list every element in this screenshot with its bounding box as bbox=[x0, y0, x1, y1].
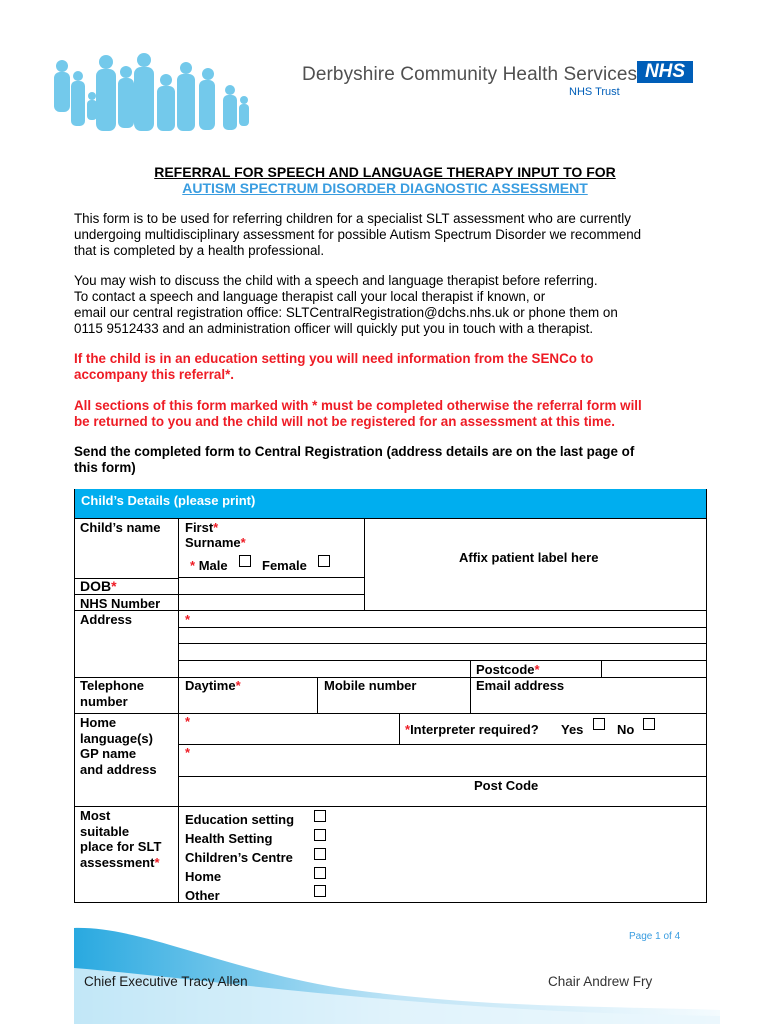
dob-text: DOB bbox=[80, 578, 112, 594]
text-line: be returned to you and the child will not be registered for an assessment at this time. bbox=[74, 414, 615, 429]
affix-label-text: Affix patient label here bbox=[459, 550, 599, 565]
chief-executive: Chief Executive Tracy Allen bbox=[84, 974, 248, 989]
first-name-field[interactable] bbox=[185, 520, 218, 536]
chair-name: Chair Andrew Fry bbox=[548, 974, 653, 989]
place-health-label: Health Setting bbox=[185, 831, 273, 846]
place-other-label: Other bbox=[185, 888, 220, 903]
form-subtitle: AUTISM SPECTRUM DISORDER DIAGNOSTIC ASSESSMENT bbox=[182, 180, 588, 196]
gp-address-input[interactable] bbox=[179, 745, 706, 776]
childs-name-label: Child’s name bbox=[80, 520, 161, 535]
interpreter-no-label: No bbox=[617, 722, 635, 737]
required-marker: * bbox=[111, 578, 117, 594]
daytime-phone-field[interactable] bbox=[185, 678, 241, 694]
table-line bbox=[74, 518, 706, 519]
postcode-input[interactable] bbox=[602, 661, 706, 677]
mobile-number-field[interactable]: Mobile number bbox=[324, 678, 417, 693]
interpreter-no-checkbox[interactable] bbox=[643, 718, 655, 730]
nhs-logo: NHS bbox=[637, 61, 693, 83]
interpreter-question bbox=[405, 722, 539, 738]
dob-input[interactable] bbox=[178, 578, 364, 594]
required-marker: * bbox=[154, 854, 160, 870]
table-line bbox=[74, 902, 706, 903]
place-home-checkbox[interactable] bbox=[314, 867, 326, 879]
text-line: language(s) bbox=[80, 730, 153, 746]
gp-label bbox=[80, 746, 157, 777]
required-marker: * bbox=[235, 678, 241, 693]
table-divider bbox=[399, 713, 400, 744]
surname-label: Surname bbox=[185, 535, 241, 550]
text-line: Send the completed form to Central Registration (address details are on the last page of bbox=[74, 444, 635, 459]
postcode-text: Postcode bbox=[476, 662, 535, 677]
required-marker: * bbox=[405, 722, 411, 737]
table-line bbox=[74, 806, 706, 807]
text-line: and address bbox=[80, 761, 157, 777]
interpreter-label: Interpreter required? bbox=[410, 722, 539, 737]
home-language-input[interactable] bbox=[179, 714, 399, 744]
nhs-number-label: NHS Number bbox=[80, 596, 161, 611]
required-marker: * bbox=[190, 558, 196, 573]
female-label: Female bbox=[262, 558, 307, 573]
text-line: 0115 9512433 and an administration officer will quickly put you in touch with a therapist. bbox=[74, 321, 594, 336]
home-language-label bbox=[80, 715, 153, 746]
form-title: REFERRAL FOR SPEECH AND LANGUAGE THERAPY INPUT TO FOR bbox=[154, 164, 616, 180]
daytime-label: Daytime bbox=[185, 678, 236, 693]
female-checkbox[interactable] bbox=[318, 555, 330, 567]
gp-postcode-label: Post Code bbox=[474, 778, 539, 793]
send-instructions bbox=[74, 444, 714, 476]
mandatory-notice bbox=[74, 398, 714, 430]
table-line bbox=[178, 776, 706, 777]
required-marker: * bbox=[185, 714, 191, 729]
text-line: Home bbox=[80, 715, 117, 730]
text-line: All sections of this form marked with * must be completed otherwise the referral form will bbox=[74, 398, 642, 413]
place-education-label: Education setting bbox=[185, 812, 295, 827]
text-line: accompany this referral*. bbox=[74, 367, 235, 382]
dob-label bbox=[80, 579, 117, 595]
first-name-label: First bbox=[185, 520, 214, 535]
text-line: that is completed by a health professional. bbox=[74, 243, 325, 258]
table-border-right bbox=[706, 489, 707, 903]
contact-paragraph bbox=[74, 273, 714, 337]
page-number: Page 1 of 4 bbox=[629, 931, 681, 942]
place-other-checkbox[interactable] bbox=[314, 885, 326, 897]
text-line: To contact a speech and language therapist call your local therapist if known, or bbox=[74, 289, 546, 304]
intro-paragraph bbox=[74, 211, 714, 259]
people-silhouette-logo bbox=[48, 52, 258, 134]
postcode-label bbox=[476, 662, 540, 678]
table-divider bbox=[364, 518, 365, 611]
table-divider bbox=[470, 660, 471, 713]
place-childrens-centre-label: Children’s Centre bbox=[185, 850, 293, 865]
text-line: email our central registration office: SLTCentralRegistration@dchs.nhs.uk or phone them on bbox=[74, 305, 618, 320]
male-label: Male bbox=[198, 558, 228, 573]
text-line: Most bbox=[80, 808, 111, 823]
text-line: If the child is in an education setting you will need information from the SENCo to bbox=[74, 351, 594, 366]
interpreter-yes-checkbox[interactable] bbox=[593, 718, 605, 730]
table-divider bbox=[317, 677, 318, 713]
required-marker: * bbox=[185, 612, 191, 627]
required-marker: * bbox=[240, 535, 246, 550]
text-line: You may wish to discuss the child with a speech and language therapist before referring. bbox=[74, 273, 598, 288]
text-line: Telephone bbox=[80, 678, 145, 693]
text-line: suitable bbox=[80, 823, 130, 839]
address-input[interactable] bbox=[178, 611, 706, 660]
place-home-label: Home bbox=[185, 869, 222, 884]
section-title: Child’s Details (please print) bbox=[81, 493, 256, 508]
senco-notice bbox=[74, 351, 714, 383]
interpreter-yes-label: Yes bbox=[561, 722, 584, 737]
text-line: undergoing multidisciplinary assessment for possible Autism Spectrum Disorder we recommend bbox=[74, 227, 642, 242]
organisation-name: Derbyshire Community Health Services bbox=[302, 64, 638, 85]
surname-field[interactable] bbox=[185, 535, 246, 551]
required-marker: * bbox=[185, 745, 191, 760]
text-line: assessment bbox=[80, 854, 155, 870]
place-childrens-centre-checkbox[interactable] bbox=[314, 848, 326, 860]
required-marker: * bbox=[213, 520, 219, 535]
nhs-number-input[interactable] bbox=[178, 595, 364, 610]
place-education-checkbox[interactable] bbox=[314, 810, 326, 822]
table-divider bbox=[178, 806, 179, 903]
male-checkbox[interactable] bbox=[239, 555, 251, 567]
male-option bbox=[190, 558, 228, 574]
trust-label: NHS Trust bbox=[569, 86, 620, 98]
text-line: number bbox=[80, 693, 128, 709]
text-line: place for SLT bbox=[80, 839, 162, 854]
footer-wave bbox=[0, 908, 770, 1024]
required-marker: * bbox=[534, 662, 540, 677]
assessment-place-label bbox=[80, 808, 161, 870]
text-line: GP name bbox=[80, 746, 137, 761]
section-header bbox=[74, 489, 706, 518]
telephone-label bbox=[80, 678, 144, 709]
address-label: Address bbox=[80, 612, 133, 627]
table-border-left bbox=[74, 489, 75, 903]
text-line: this form) bbox=[74, 460, 136, 475]
place-health-checkbox[interactable] bbox=[314, 829, 326, 841]
email-address-field[interactable]: Email address bbox=[476, 678, 565, 693]
text-line: This form is to be used for referring children for a specialist SLT assessment who are currently bbox=[74, 211, 631, 226]
